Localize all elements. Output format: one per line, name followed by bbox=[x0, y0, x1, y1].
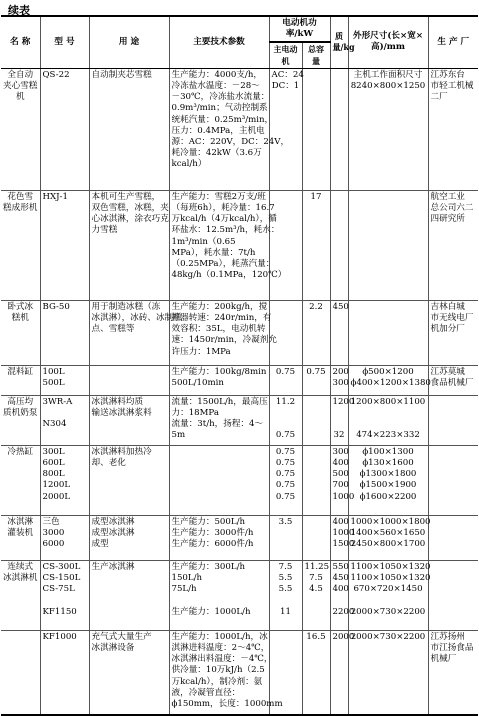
cell-params-line: 万kcal/h），制冷剂：氨 bbox=[171, 676, 263, 687]
cell-mass-line: 2200 bbox=[332, 606, 355, 617]
cell-mass-line bbox=[333, 595, 346, 606]
cell-params-line bbox=[172, 595, 267, 606]
cell-model-line: 800L bbox=[42, 469, 65, 480]
table-row bbox=[1, 630, 478, 715]
cell-model-line: 1200L bbox=[42, 480, 71, 491]
cell-params-line: 供冷量：10万kJ/h（2.5 bbox=[171, 665, 265, 676]
cell-params bbox=[169, 190, 287, 300]
cell-params bbox=[169, 630, 283, 715]
cell-name-line: 冰淇淋机 bbox=[3, 573, 38, 584]
cell-params-line: 生产能力：1000L/h bbox=[171, 606, 251, 617]
cell-maker bbox=[428, 190, 478, 300]
cell-params bbox=[169, 300, 277, 365]
cell-dims bbox=[348, 395, 428, 445]
header-power: 电动机功率/kW bbox=[269, 16, 330, 42]
cell-params bbox=[169, 445, 269, 515]
cell-params-line: MPa），耗水量：7t/h bbox=[171, 247, 256, 258]
cell-mass-line: 1000 bbox=[332, 491, 355, 502]
cell-purpose-line: 双色雪糕，冰糕，夹 bbox=[91, 203, 169, 214]
cell-mass bbox=[330, 68, 348, 190]
cell-dims-line: 670×720×1450 bbox=[353, 584, 423, 595]
header-power-main: 主电动机 bbox=[269, 42, 302, 68]
cell-model-line bbox=[43, 595, 87, 606]
cell-power-total-line: 2.2 bbox=[309, 301, 323, 312]
cell-name-line: 花色雪 bbox=[7, 191, 34, 202]
cell-power-main-line: 11.2 bbox=[275, 396, 296, 407]
cell-name bbox=[1, 560, 40, 630]
cell-dims bbox=[348, 300, 428, 365]
cell-model bbox=[40, 560, 89, 630]
cell-maker bbox=[428, 445, 478, 515]
cell-maker bbox=[428, 68, 478, 190]
cell-params bbox=[169, 395, 269, 445]
cell-model-line: CS-300L bbox=[42, 561, 81, 572]
cell-name-line: 糕成形机 bbox=[3, 203, 38, 214]
cell-params bbox=[169, 515, 269, 560]
cell-power-main-line: 11 bbox=[280, 606, 291, 617]
cell-dims-line: 1100×1050×1320 bbox=[350, 573, 431, 584]
cell-dims-line: ϕ130×1600 bbox=[362, 458, 414, 469]
cell-mass-line: 450 bbox=[332, 301, 349, 312]
cell-model-line: QS-22 bbox=[42, 69, 70, 80]
cell-params-line: 液，冷凝管直径： bbox=[171, 687, 241, 698]
cell-model bbox=[40, 395, 89, 445]
header-dims: 外形尺寸(长×宽×高)/mm bbox=[348, 16, 428, 68]
cell-power-total bbox=[302, 300, 330, 365]
cell-dims-line: ϕ100×1300 bbox=[362, 446, 414, 457]
cell-maker-line: 总公司六二 bbox=[430, 203, 474, 214]
cell-maker bbox=[428, 395, 478, 445]
cell-params-line: （0.25MPa），耗蒸汽量： bbox=[171, 259, 275, 270]
cell-mass-line: 1500 bbox=[332, 539, 355, 550]
cell-name-line: 高压均 bbox=[7, 396, 34, 407]
cell-params-line: 速：1450r/min，冷凝剂允 bbox=[171, 335, 277, 346]
cell-mass bbox=[330, 300, 348, 365]
cell-params-line: 生产能力：1000L/h，冰 bbox=[171, 631, 268, 642]
cell-name-line: 机 bbox=[15, 92, 25, 103]
cell-model bbox=[40, 515, 89, 560]
cell-model-line: BG-50 bbox=[42, 301, 70, 312]
cell-dims bbox=[348, 190, 428, 300]
cell-power-main-line bbox=[272, 419, 300, 430]
cell-purpose bbox=[89, 560, 169, 630]
cell-maker-line: 市轻工机械 bbox=[430, 81, 474, 92]
cell-mass-line: 500 bbox=[332, 469, 349, 480]
cell-power-main-line: 0.75 bbox=[275, 446, 296, 457]
cell-power-main bbox=[269, 300, 302, 365]
cell-params-line: 75L/h bbox=[171, 584, 197, 595]
continuation-label: 续表 bbox=[8, 4, 30, 17]
cell-maker-line: 机加分厂 bbox=[430, 324, 465, 335]
cell-params-line: 力：18MPa bbox=[171, 408, 219, 419]
cell-power-total bbox=[302, 68, 330, 190]
cell-name bbox=[1, 190, 40, 300]
cell-params bbox=[169, 365, 269, 395]
cell-dims-line: ϕ1500×1900 bbox=[359, 480, 417, 491]
cell-params-line: 生产能力：300L/h bbox=[171, 561, 246, 572]
cell-power-main bbox=[269, 68, 302, 190]
cell-params-line: 冰淇淋出料温度：－4℃， bbox=[171, 654, 273, 665]
cell-name-line: 冷热缸 bbox=[7, 446, 34, 457]
table-row bbox=[1, 300, 478, 365]
header-power-total: 总容量 bbox=[302, 42, 330, 68]
cell-name bbox=[1, 445, 40, 515]
cell-power-total-line bbox=[305, 595, 328, 606]
cell-mass-line: 450 bbox=[332, 573, 349, 584]
cell-maker-line: 四研究所 bbox=[430, 214, 465, 225]
table-row bbox=[1, 68, 478, 190]
cell-model-line: KF1000 bbox=[42, 631, 77, 642]
cell-model bbox=[40, 190, 89, 300]
cell-purpose-line: 输送冰淇淋浆料 bbox=[91, 408, 152, 419]
cell-purpose-line: 充气式大量生产 bbox=[91, 631, 152, 642]
cell-model-line: 三色 bbox=[42, 516, 60, 527]
cell-purpose-line: 冰淇淋设备 bbox=[91, 643, 135, 654]
cell-purpose bbox=[89, 68, 169, 190]
cell-maker-line: 机械厂 bbox=[430, 654, 457, 665]
cell-model-line: 6000 bbox=[42, 539, 65, 550]
cell-power-total bbox=[302, 395, 330, 445]
cell-power-main-line: 0.75 bbox=[275, 366, 296, 377]
cell-name bbox=[1, 395, 40, 445]
cell-power-main-line bbox=[272, 408, 300, 419]
header-params: 主要技术参数 bbox=[169, 16, 269, 68]
cell-name-line: 全自动 bbox=[7, 69, 34, 80]
cell-params-line: 统耗汽量：0.25m³/min， bbox=[171, 114, 274, 125]
cell-power-main bbox=[269, 515, 302, 560]
cell-model-line bbox=[43, 408, 87, 419]
cell-power-main-line: 5.5 bbox=[278, 584, 293, 595]
cell-name bbox=[1, 515, 40, 560]
cell-dims-line: 8240×800×1250 bbox=[350, 81, 426, 92]
cell-maker-line: 江苏东台 bbox=[430, 69, 465, 80]
cell-dims-line: 1000×1000×1800 bbox=[350, 516, 431, 527]
cell-params-line: 生产能力：6000件/h bbox=[171, 539, 254, 550]
cell-purpose-line: 本机可生产雪糕， bbox=[91, 191, 161, 202]
cell-maker bbox=[428, 515, 478, 560]
cell-params-line: 生产能力：500L/h bbox=[171, 516, 246, 527]
cell-params-line: 流量：3t/h，扬程：4～ bbox=[171, 419, 264, 430]
cell-power-main-line: 7.5 bbox=[278, 561, 293, 572]
cell-model bbox=[40, 365, 89, 395]
cell-power-total bbox=[302, 445, 330, 515]
cell-dims-line: ϕ400×1200×1380 bbox=[350, 378, 431, 389]
cell-params-line: 流量：1500L/h，最高压 bbox=[171, 396, 268, 407]
cell-dims bbox=[348, 68, 428, 190]
cell-model bbox=[40, 68, 89, 190]
cell-power-main-line bbox=[272, 595, 300, 606]
cell-purpose-line: 却、老化 bbox=[91, 458, 126, 469]
cell-name bbox=[1, 630, 40, 715]
cell-model bbox=[40, 300, 89, 365]
cell-power-main-line: 0.75 bbox=[275, 430, 296, 441]
cell-dims bbox=[348, 630, 428, 715]
cell-dims-line: 474×223×332 bbox=[356, 430, 420, 441]
cell-model-line: 600L bbox=[42, 458, 65, 469]
cell-power-total-line: 17 bbox=[310, 191, 322, 202]
cell-purpose-line: 成型 bbox=[91, 539, 109, 550]
cell-params-line: 0.9m³/min；气动控制系 bbox=[171, 103, 268, 114]
cell-mass bbox=[330, 560, 355, 630]
cell-dims-line: ϕ1300×1800 bbox=[359, 469, 417, 480]
cell-power-main-line: DC：1 bbox=[271, 81, 300, 92]
cell-model-line: 100L bbox=[42, 366, 65, 377]
cell-purpose bbox=[89, 190, 169, 300]
cell-mass-line: 300 bbox=[332, 446, 349, 457]
cell-dims-line bbox=[351, 408, 426, 419]
cell-mass-line: 400 bbox=[332, 458, 349, 469]
cell-params-line: （每班6h），耗冷量：16.7 bbox=[171, 203, 275, 214]
cell-maker-line: 市江扬食品 bbox=[430, 643, 474, 654]
cell-mass-line bbox=[333, 408, 346, 419]
cell-model-line: 2000L bbox=[42, 491, 71, 502]
cell-dims-line: 1100×1050×1320 bbox=[350, 561, 431, 572]
cell-params-line: kcal/h） bbox=[171, 159, 207, 170]
cell-dims bbox=[348, 365, 431, 395]
cell-purpose-line: 自动制夹芯雪糕 bbox=[91, 69, 152, 80]
cell-params-line: 许压力：1MPa bbox=[171, 346, 231, 357]
cell-params-line: 150L/h bbox=[171, 573, 203, 584]
cell-maker-line: 江苏扬州 bbox=[430, 631, 465, 642]
cell-params-line: 耗冷量：42kW（3.6万 bbox=[171, 148, 262, 159]
cell-params-line: 500L/10min bbox=[171, 378, 224, 389]
cell-name bbox=[1, 68, 40, 190]
cell-dims-line: ϕ1600×2200 bbox=[359, 491, 417, 502]
cell-model-line: 500L bbox=[42, 378, 65, 389]
header-name: 名 称 bbox=[1, 16, 40, 68]
cell-power-total-line bbox=[305, 607, 328, 618]
cell-params-line: 淇淋进料温度：2～4℃， bbox=[171, 643, 270, 654]
cell-params-line: 拌器转速：240r/min，有 bbox=[171, 313, 272, 324]
cell-mass-line: 400 bbox=[332, 584, 349, 595]
cell-dims bbox=[348, 560, 431, 630]
cell-model bbox=[40, 445, 89, 515]
cell-model-line: HXJ-1 bbox=[42, 191, 68, 202]
cell-power-total bbox=[302, 515, 330, 560]
cell-power-main-line: 0.75 bbox=[275, 480, 296, 491]
cell-power-main-line: 0.75 bbox=[275, 491, 296, 502]
cell-params-line: 生产能力：4000支/h， bbox=[171, 69, 262, 80]
cell-purpose-line: 冰淇淋料均质 bbox=[91, 396, 144, 407]
cell-power-total bbox=[302, 560, 330, 630]
cell-params-line: ϕ150mm，长度：1000mm bbox=[171, 699, 283, 710]
cell-maker-line: 航空工业 bbox=[430, 191, 465, 202]
cell-dims-line: 2000×730×2200 bbox=[350, 606, 426, 617]
cell-purpose bbox=[89, 365, 169, 395]
cell-mass-line: 1200 bbox=[332, 396, 355, 407]
cell-purpose bbox=[89, 300, 182, 365]
cell-power-total-line: 16.5 bbox=[306, 631, 326, 642]
cell-maker bbox=[428, 300, 478, 365]
cell-power-total-line: 0.75 bbox=[306, 366, 326, 377]
cell-purpose-line: 点、雪糕等 bbox=[91, 324, 135, 335]
cell-mass-line: 32 bbox=[333, 430, 345, 441]
cell-name-line: 质机奶泵 bbox=[3, 408, 38, 419]
cell-mass-line: 2000 bbox=[332, 631, 355, 642]
cell-power-total-line: 7.5 bbox=[309, 573, 323, 584]
cell-power-main-line: 3.5 bbox=[278, 516, 293, 527]
table-row bbox=[1, 190, 478, 300]
cell-mass-line: 700 bbox=[332, 480, 349, 491]
cell-dims-line: ϕ500×1200 bbox=[362, 366, 414, 377]
cell-purpose bbox=[89, 445, 169, 515]
header-purpose: 用 途 bbox=[89, 16, 169, 68]
table-row bbox=[1, 365, 478, 395]
cell-power-total-line: 11.25 bbox=[304, 561, 330, 572]
cell-maker-line: 二厂 bbox=[430, 92, 448, 103]
cell-power-total bbox=[302, 365, 330, 395]
cell-name-line: 冰淇淋 bbox=[7, 516, 34, 527]
cell-dims-line bbox=[351, 419, 426, 430]
cell-power-main-line: 5.5 bbox=[278, 573, 293, 584]
cell-purpose-line: 心冰淇淋，涂衣巧克 bbox=[91, 214, 169, 225]
cell-params bbox=[169, 560, 269, 630]
cell-power-main bbox=[269, 395, 302, 445]
cell-mass-line: 200 bbox=[332, 366, 349, 377]
cell-dims-line: 1200×800×1100 bbox=[350, 396, 426, 407]
table-row bbox=[1, 560, 478, 630]
cell-dims bbox=[348, 445, 428, 515]
cell-params-line: 48kg/h（0.1MPa，120℃） bbox=[171, 270, 287, 281]
cell-name bbox=[1, 365, 40, 395]
cell-params-line: 源：AC：220V，DC：24V， bbox=[171, 137, 290, 148]
cell-name bbox=[1, 300, 40, 365]
cell-mass bbox=[330, 190, 348, 300]
cell-params-line: 压力：0.4MPa，主机电 bbox=[171, 125, 265, 136]
cell-mass bbox=[330, 445, 355, 515]
cell-name-line: 连续式 bbox=[7, 561, 34, 572]
cell-params-line: 万kcal/h（4万kcal/h），循 bbox=[171, 214, 277, 225]
cell-model-line: KF1150 bbox=[42, 606, 77, 617]
cell-dims-line: 主机工作面积尺寸 bbox=[353, 69, 423, 80]
cell-purpose-line: 冰淇淋料加热冷 bbox=[91, 446, 152, 457]
cell-dims bbox=[348, 515, 431, 560]
cell-model-line: CS-75L bbox=[42, 584, 75, 595]
cell-purpose-line: 成型冰淇淋 bbox=[91, 516, 135, 527]
cell-mass bbox=[330, 395, 355, 445]
cell-mass bbox=[330, 365, 348, 395]
cell-name-line: 糕机 bbox=[11, 313, 29, 324]
header-mass: 质量/kg bbox=[330, 16, 348, 68]
cell-model-line: CS-150L bbox=[42, 573, 81, 584]
cell-power-main-line: AC：24 bbox=[271, 69, 304, 80]
header-maker: 生 产 厂 bbox=[428, 16, 478, 68]
cell-dims-line: 2000×730×2200 bbox=[350, 631, 426, 642]
cell-mass-line: 550 bbox=[332, 561, 349, 572]
cell-mass-line: 400 bbox=[332, 516, 349, 527]
header-model: 型 号 bbox=[40, 16, 89, 68]
cell-maker bbox=[428, 630, 478, 715]
cell-name-line: 卧式冰 bbox=[7, 301, 34, 312]
table-row bbox=[1, 395, 478, 445]
cell-name-line: 灌装机 bbox=[7, 528, 34, 539]
cell-power-total-line: 4.5 bbox=[309, 584, 323, 595]
cell-maker-line: 江苏莫城 bbox=[430, 366, 465, 377]
cell-mass-line bbox=[333, 419, 346, 430]
cell-power-main-line: 0.75 bbox=[275, 458, 296, 469]
cell-params-line: 冷冻盐水温度：－28～ bbox=[171, 81, 260, 92]
cell-power-main bbox=[269, 365, 302, 395]
cell-params-line: 1m³/min（0.65 bbox=[171, 236, 236, 247]
cell-maker bbox=[428, 365, 478, 395]
equipment-table bbox=[1, 15, 478, 716]
cell-params-line: 效容积：35L，电动机转 bbox=[171, 324, 266, 335]
cell-purpose-line: 成型冰淇淋 bbox=[91, 528, 135, 539]
cell-purpose bbox=[89, 630, 169, 715]
cell-params-line: 生产能力：雪糕2万支/班 bbox=[171, 191, 266, 202]
cell-mass bbox=[330, 630, 355, 715]
cell-params-line: 环盐水：12.5m³/h，耗水： bbox=[171, 225, 280, 236]
cell-dims-line bbox=[351, 595, 426, 606]
cell-purpose bbox=[89, 395, 169, 445]
cell-purpose-line: 冰淇淋），冰砖、冰制糕 bbox=[91, 313, 182, 324]
cell-maker-line: 吉林白城 bbox=[430, 301, 465, 312]
cell-power-main bbox=[269, 445, 302, 515]
cell-power-total bbox=[302, 630, 330, 715]
cell-power-main bbox=[269, 560, 302, 630]
table-row bbox=[1, 515, 478, 560]
cell-power-main-line: 0.75 bbox=[275, 469, 296, 480]
cell-dims-line: 1400×560×1650 bbox=[350, 528, 426, 539]
cell-params-line: 5m bbox=[171, 430, 186, 441]
cell-purpose-line: 用于制造冰糕（冻 bbox=[91, 301, 161, 312]
cell-maker bbox=[428, 560, 478, 630]
cell-params-line: 生产能力：3000件/h bbox=[171, 528, 254, 539]
cell-params-line: 生产能力：200kg/h，搅 bbox=[171, 301, 268, 312]
cell-mass-line: 1000 bbox=[332, 528, 355, 539]
cell-dims-line: 2450×800×1700 bbox=[350, 539, 426, 550]
cell-model-line: 3WR-A bbox=[42, 396, 73, 407]
cell-model bbox=[40, 630, 89, 715]
cell-model-line: N304 bbox=[42, 419, 67, 430]
table-body bbox=[1, 68, 478, 715]
cell-name-line: 夹心雪糕 bbox=[3, 81, 38, 92]
cell-model-line: 300L bbox=[42, 446, 65, 457]
cell-purpose-line: 生产冰淇淋 bbox=[91, 561, 135, 572]
table-row bbox=[1, 445, 478, 515]
cell-maker-line: 市无线电厂 bbox=[430, 313, 474, 324]
cell-model-line: 3000 bbox=[42, 528, 65, 539]
cell-mass bbox=[330, 515, 355, 560]
cell-name-line: 混料缸 bbox=[7, 366, 34, 377]
cell-params-line: －30℃，冷冻盐水流量： bbox=[171, 92, 270, 103]
cell-purpose bbox=[89, 515, 169, 560]
cell-purpose-line: 力雪糕 bbox=[91, 225, 118, 236]
cell-params-line: 生产能力：100kg/8min bbox=[171, 366, 267, 377]
cell-mass-line: 300 bbox=[332, 378, 349, 389]
cell-maker-line: 食品机械厂 bbox=[430, 378, 474, 389]
cell-power-total bbox=[302, 190, 330, 300]
